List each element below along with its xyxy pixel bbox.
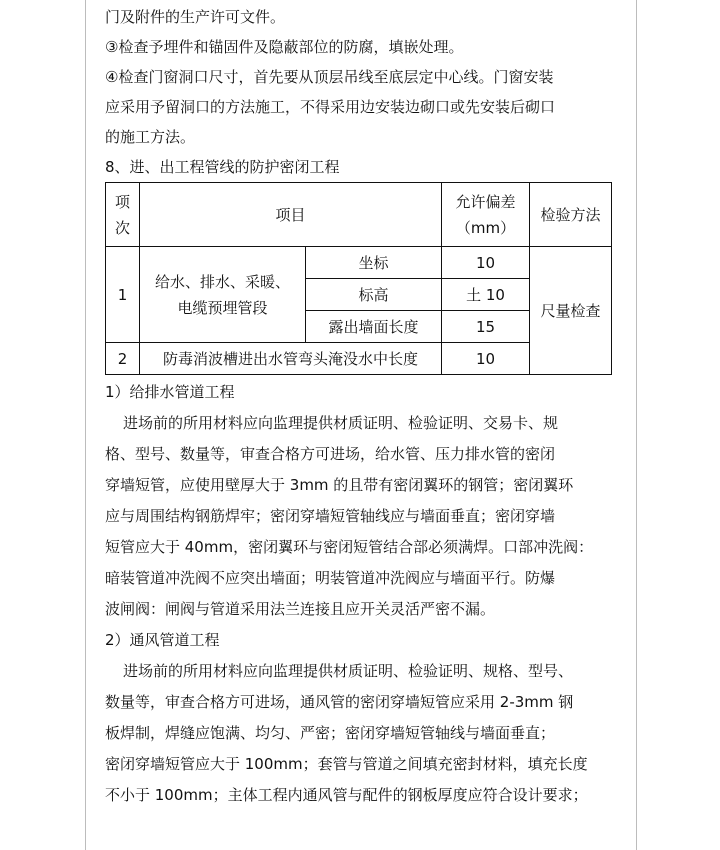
paragraph-line: 格、型号、数量等，审查合格方可进场，给水管、压力排水管的密闭	[105, 445, 556, 463]
sub-item: 坐标	[306, 247, 442, 279]
paragraph-line: 短管应大于 40mm，密闭翼环与密闭短管结合部必须满焊。口部冲洗阀：	[105, 538, 594, 556]
paragraph-line: 板焊制，焊缝应饱满、均匀、严密；密闭穿墙短管轴线与墙面垂直；	[105, 724, 556, 742]
paragraph-line: 门及附件的生产许可文件。	[105, 8, 286, 26]
document-page	[105, 0, 617, 811]
paragraph-line: 进场前的所用材料应向监理提供材质证明、检验证明、规格、型号、	[123, 662, 574, 680]
row-item-line1: 给水、排水、采暖、	[154, 272, 290, 291]
paragraph-line: 应与周围结构钢筋焊牢；密闭穿墙短管轴线应与墙面垂直；密闭穿墙	[105, 507, 556, 525]
sub-item: 露出墙面长度	[306, 311, 442, 343]
paragraph-line: ④检查门窗洞口尺寸，首先要从顶层吊线至底层定中心线。门窗安装	[105, 68, 554, 86]
section-heading: 8、进、出工程管线的防护密闭工程	[105, 158, 340, 176]
table-row	[106, 247, 612, 279]
paragraph-line: 密闭穿墙短管应大于 100mm；套管与管道之间填充密封材料，填充长度	[105, 755, 588, 773]
table-header-row	[106, 183, 612, 247]
row-item-line2: 电缆预埋管段	[177, 298, 268, 317]
row-item	[140, 247, 306, 343]
paragraph-line: 数量等，审查合格方可进场，通风管的密闭穿墙短管应采用 2-3mm 钢	[105, 693, 574, 711]
paragraph-line: 暗装管道冲洗阀不应突出墙面；明装管道冲洗阀应与墙面平行。防爆	[105, 569, 556, 587]
header-method: 检验方法	[530, 183, 612, 247]
row-no: 1	[106, 247, 140, 343]
header-tolerance	[442, 183, 530, 247]
section-heading: 2）通风管道工程	[105, 631, 220, 649]
row-no: 2	[106, 343, 140, 375]
right-margin-line	[636, 0, 637, 850]
row-item: 防毒消波槽进出水管弯头淹没水中长度	[140, 343, 442, 375]
paragraph-line: 穿墙短管，应使用壁厚大于 3mm 的且带有密闭翼环的钢管；密闭翼环	[105, 476, 574, 494]
tolerance-value: 15	[442, 311, 530, 343]
row-method: 尺量检查	[530, 247, 612, 375]
paragraph-line: 应采用予留洞口的方法施工，不得采用边安装边砌口或先安装后砌口	[105, 98, 556, 116]
paragraph-line: 不小于 100mm；主体工程内通风管与配件的钢板厚度应符合设计要求；	[105, 786, 588, 804]
header-tolerance-line1: 允许偏差	[455, 192, 516, 211]
section-heading: 1）给排水管道工程	[105, 383, 235, 401]
paragraph-line: ③检查予埋件和锚固件及隐蔽部位的防腐，填嵌处理。	[105, 38, 464, 56]
tolerance-table	[105, 182, 612, 375]
paragraph-line: 的施工方法。	[105, 128, 196, 146]
tolerance-value: 10	[442, 343, 530, 375]
paragraph-line: 波闸阀：闸阀与管道采用法兰连接且应开关灵活严密不漏。	[105, 600, 496, 618]
header-no	[106, 183, 140, 247]
left-margin-line	[85, 0, 86, 850]
header-no-line2: 次	[114, 218, 130, 237]
sub-item: 标高	[306, 279, 442, 311]
header-item: 项目	[140, 183, 442, 247]
header-tolerance-line2: （mm）	[455, 218, 516, 237]
tolerance-value: 土 10	[442, 279, 530, 311]
header-no-line1: 项	[114, 192, 130, 211]
paragraph-line: 进场前的所用材料应向监理提供材质证明、检验证明、交易卡、规	[123, 414, 559, 432]
tolerance-value: 10	[442, 247, 530, 279]
